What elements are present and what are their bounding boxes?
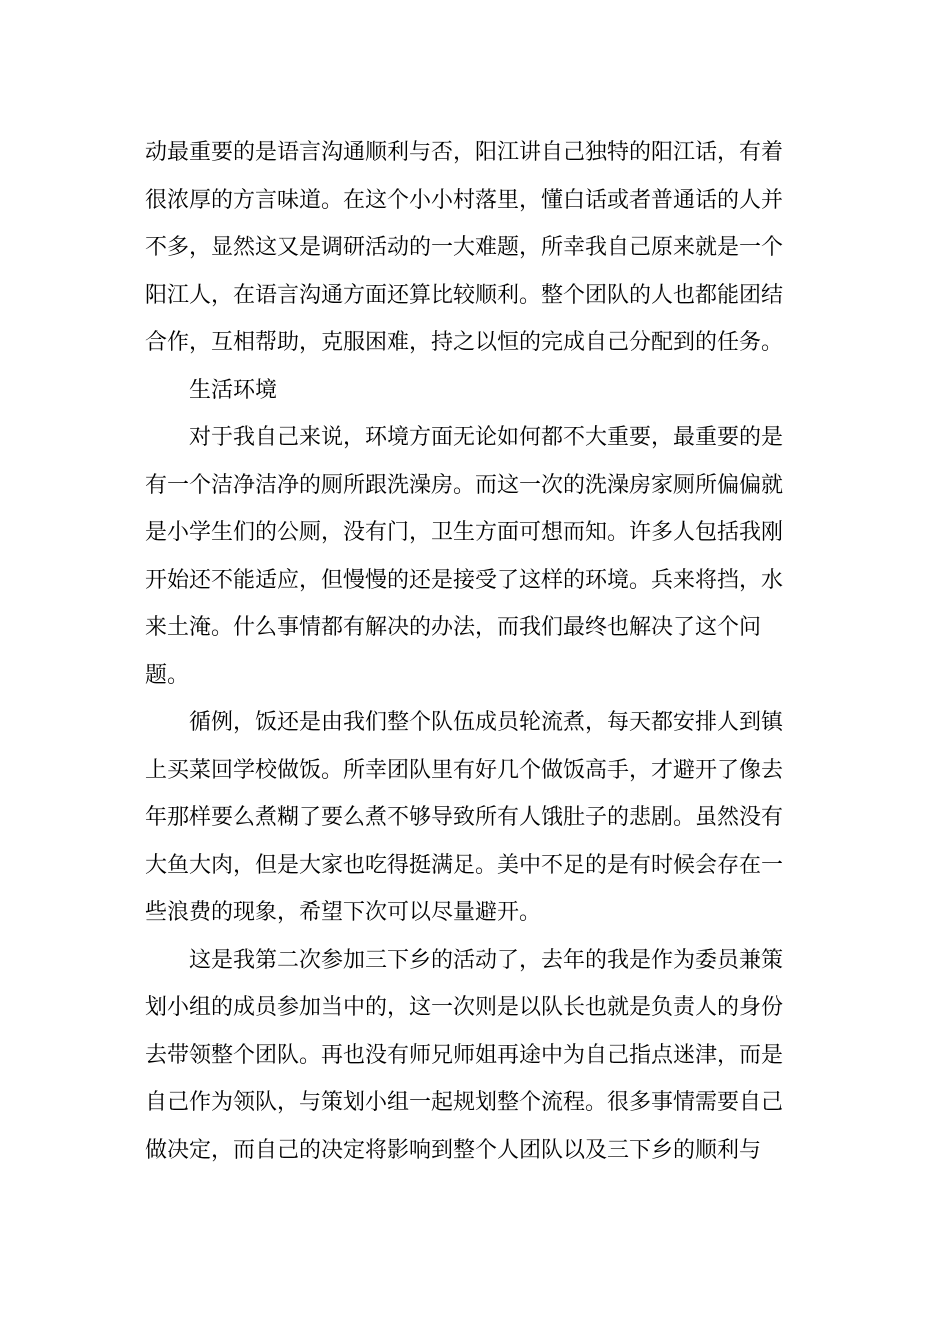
text-line: 自己作为领队，与策划小组一起规划整个流程。很多事情需要自己 xyxy=(145,1090,784,1115)
text-line: 开始还不能适应，但慢慢的还是接受了这样的环境。兵来将挡，水 xyxy=(145,567,784,593)
text-line: 来土淹。什么事情都有解决的办法，而我们最终也解决了这个问 xyxy=(145,615,762,640)
text-line: 很浓厚的方言味道。在这个小小村落里，懂白话或者普通话的人并 xyxy=(145,187,784,213)
text-line: 去带领整个团队。再也没有师兄师姐再途中为自己指点迷津，而是 xyxy=(145,1042,784,1068)
paragraph-start-line: 这是我第二次参加三下乡的活动了，去年的我是作为委员兼策 xyxy=(189,947,784,973)
text-line: 划小组的成员参加当中的，这一次则是以队长也就是负责人的身份 xyxy=(145,995,784,1020)
text-line: 有一个洁净洁净的厕所跟洗澡房。而这一次的洗澡房家厕所偏偏就 xyxy=(145,472,784,498)
paragraph-start-line: 循例，饭还是由我们整个队伍成员轮流煮，每天都安排人到镇 xyxy=(189,710,784,735)
text-line: 年那样要么煮糊了要么煮不够导致所有人饿肚子的悲剧。虽然没有 xyxy=(145,805,784,830)
text-line: 合作，互相帮助，克服困难，持之以恒的完成自己分配到的任务。 xyxy=(145,330,784,355)
text-line: 大鱼大肉，但是大家也吃得挺满足。美中不足的是有时候会存在一 xyxy=(145,852,784,878)
text-line: 题。 xyxy=(145,662,190,688)
text-line: 些浪费的现象，希望下次可以尽量避开。 xyxy=(145,900,542,925)
text-line: 上买菜回学校做饭。所幸团队里有好几个做饭高手，才避开了像去 xyxy=(145,757,784,783)
document-body xyxy=(145,129,795,1174)
text-line: 不多，显然这又是调研活动的一大难题，所幸我自己原来就是一个 xyxy=(145,235,784,260)
paragraph-start-line: 对于我自己来说，环境方面无论如何都不大重要，最重要的是 xyxy=(189,425,784,450)
text-line: 动最重要的是语言沟通顺利与否，阳江讲自己独特的阳江话，有着 xyxy=(145,140,784,165)
text-line: 做决定，而自己的决定将影响到整个人团队以及三下乡的顺利与 xyxy=(145,1137,762,1163)
text-line: 阳江人，在语言沟通方面还算比较顺利。整个团队的人也都能团结 xyxy=(145,282,784,308)
text-line: 是小学生们的公厕，没有门，卫生方面可想而知。许多人包括我刚 xyxy=(145,520,784,545)
section-heading: 生活环境 xyxy=(189,377,278,403)
